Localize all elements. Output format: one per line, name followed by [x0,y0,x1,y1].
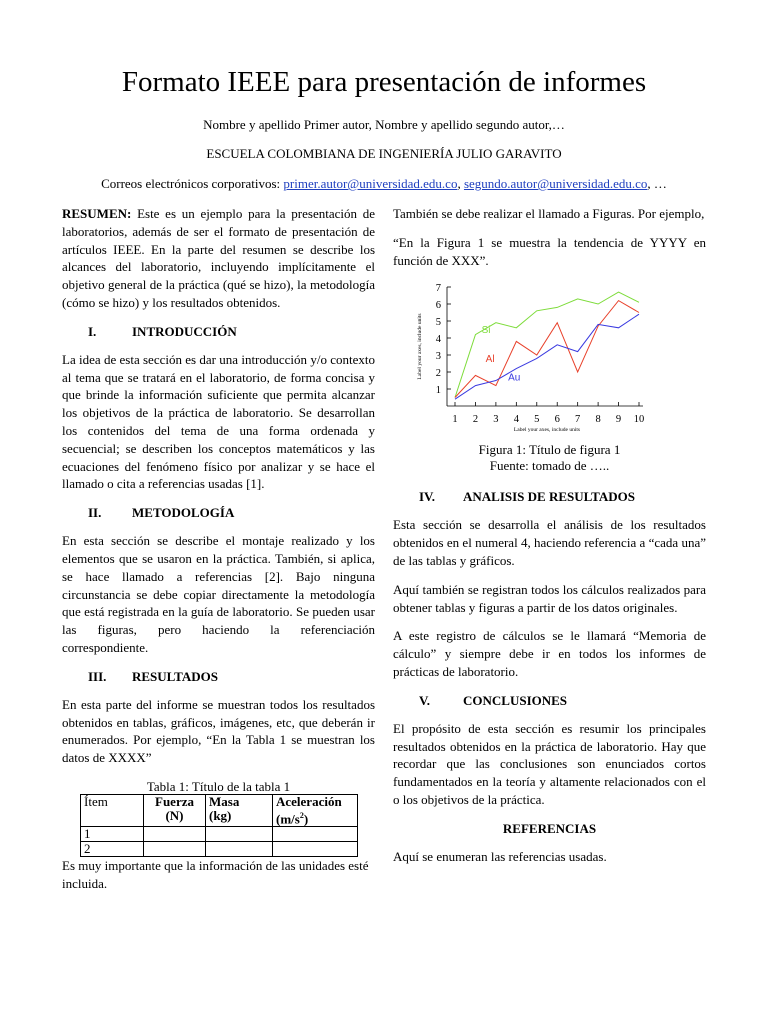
header-unit-close: ) [303,811,309,827]
series-line-al [455,301,639,398]
author-line: Nombre y apellido Primer autor, Nombre y apellido segundo autor,… [203,117,565,132]
x-tick-label: 3 [493,414,499,426]
right-column [393,205,706,877]
table-cell: 2 [81,842,144,857]
table-cell: 1 [81,827,144,842]
section-heading-analysis [393,488,706,505]
table-cell [273,827,358,842]
x-tick-label: 5 [534,414,540,426]
table-cell [144,842,206,857]
table-caption: Tabla 1: Título de la tabla 1 [146,778,291,794]
x-tick-label: 6 [554,414,560,426]
conclusions-paragraph: El propósito de esta sección es resumir los principales resultados obtenidos en la práctica de laboratorio. Hay que recordar que las conclusiones son enunciados cortos fundamentados en la teoría y altamente relacionados con el o los objetivos de la práctica. [393,720,706,807]
header-text: Masa [209,793,240,809]
table-cell [206,842,273,857]
x-tick-label: 1 [452,414,458,426]
y-tick-label: 2 [435,368,441,380]
table-cell [273,842,358,857]
table-cell [206,827,273,842]
series-label-al: Al [485,354,495,366]
email-link-1[interactable]: primer.autor@universidad.edu.co [283,176,458,191]
x-tick-label: 4 [513,414,519,426]
abstract-label: RESUMEN: [62,206,132,221]
line-chart [403,280,663,440]
section-number: I. [88,323,97,339]
x-axis-label: Label your axes, include units [513,427,581,434]
y-tick-label: 6 [435,300,441,312]
table-cell [144,827,206,842]
x-tick-label: 8 [595,414,601,426]
section-heading-method [62,504,375,521]
analysis-paragraph-2: Aquí también se registran todos los cálculos realizados para obtener tablas y figuras a partir de los datos originales. [393,581,706,615]
references-heading: REFERENCIAS [502,820,597,836]
data-table [80,794,358,857]
table-row [81,842,358,857]
table-header-row [81,794,358,826]
section-number: V. [419,692,430,708]
y-tick-label: 3 [435,351,441,363]
y-tick-label: 4 [435,334,441,346]
series-line-si [455,292,639,397]
x-tick-label: 9 [615,414,622,426]
table-header-force [144,794,206,826]
x-tick-label: 2 [472,414,479,426]
section-number: III. [88,668,107,684]
section-title: ANALISIS DE RESULTADOS [463,489,635,505]
section-number: II. [88,505,102,521]
y-axis-label: Label your axes, include units [417,313,423,380]
analysis-paragraph-1: Esta sección se desarrolla el análisis de los resultados obtenidos en el numeral 4, haciendo referencia a “cada una” de las tablas y gráficos. [393,517,706,568]
series-label-si: Si [481,325,491,337]
section-title: RESULTADOS [132,668,218,684]
figure-call-paragraph: También se debe realizar el llamado a Figuras. Por ejemplo, [393,206,705,221]
institution-line: ESCUELA COLOMBIANA DE INGENIERÍA JULIO GARAVITO [206,146,562,161]
section-title: INTRODUCCIÓN [132,323,237,339]
table-row [81,827,358,842]
results-paragraph: En esta parte del informe se muestran todos los resultados obtenidos en tablas, gráficos, imágenes, etc, que deberán ir enumerados. Por ejemplo, “En la Tabla 1 se muestran los datos de XXXX” [62,696,375,766]
table-header-mass [206,794,273,826]
x-tick-label: 10 [633,414,645,426]
email-prefix: Correos electrónicos corporativos: [101,176,284,191]
y-tick-label: 5 [435,317,441,329]
header-unit: (m/s [276,811,300,827]
series-label-au: Au [508,372,521,384]
header-text: Fuerza [155,793,194,809]
email-link-2[interactable]: segundo.autor@universidad.edu.co [463,176,648,191]
header-unit: (kg) [209,807,232,823]
y-tick-label: 7 [435,283,441,295]
references-paragraph: Aquí se enumeran las referencias usadas. [393,848,607,864]
intro-paragraph: La idea de esta sección es dar una introducción y/o contexto al tema que se tratará en el laboratorio, de forma concisa y que brinde la información suficiente que permita alcanzar los objetivos de la práctica de laboratorio. Se desarrollan los contenidos del tema de una forma ordenada y secuencial; se describen los conceptos matemáticos y las ecuaciones del fenómeno físico por analizar y se hace el llamado o cita a referencias usadas [1]. [62,351,375,492]
section-heading-intro [62,323,375,340]
email-suffix: , … [647,176,667,191]
paper-title: Formato IEEE para presentación de informes [121,66,647,98]
figure-caption: Figura 1: Título de figura 1 [478,442,621,458]
section-heading-results [62,668,375,685]
header-unit: (N) [165,807,184,823]
table-header-acceleration [273,794,358,826]
figure-example-paragraph: “En la Figura 1 se muestra la tendencia de YYYY en función de XXX”. [393,234,706,268]
method-paragraph: En esta sección se describe el montaje realizado y los elementos que se usaron en la práctica. También, si aplica, se hace llamado a referencias [2]. Bajo ninguna circunstancia se debe copiar directamente la metodología que está registrada en la guía de laboratorio. Se pueden usar las figuras, pero haciendo la referenciación correspondiente. [62,533,375,655]
analysis-paragraph-3: A este registro de cálculos se le llamará “Memoria de cálculo” y siempre debe ir en todos los informes de prácticas de laboratorio. [393,628,706,679]
section-title: METODOLOGÍA [132,505,235,521]
y-tick-label: 1 [435,385,441,397]
figure-1 [393,280,706,440]
email-line: Correos electrónicos corporativos: primer.autor@universidad.edu.co, segundo.autor@universidad.edu.co, … [101,176,667,191]
header-superscript: 2 [299,810,304,820]
header-text: Aceleración [276,793,342,809]
section-title: CONCLUSIONES [463,692,568,708]
section-number: IV. [419,489,436,505]
figure-source: Fuente: tomado de ….. [489,458,610,474]
x-tick-label: 7 [575,414,581,426]
abstract-paragraph [62,205,375,312]
left-column [62,205,375,904]
table-header-item: Ítem [81,794,144,826]
abstract-text: Este es un ejemplo para la presentación de laboratorios, además de ser el formato de presentación de artículos IEEE. En la parte del resumen se describe los alcances del laboratorio, incluyendo implícitamente el objetivo general de la práctica (qué se hizo), la metodología (cómo se hizo) y los resultados obtenidos. [62,206,375,310]
units-note-paragraph: Es muy importante que la información de las unidades esté incluida. [62,858,369,892]
section-heading-conclusions [393,692,706,709]
